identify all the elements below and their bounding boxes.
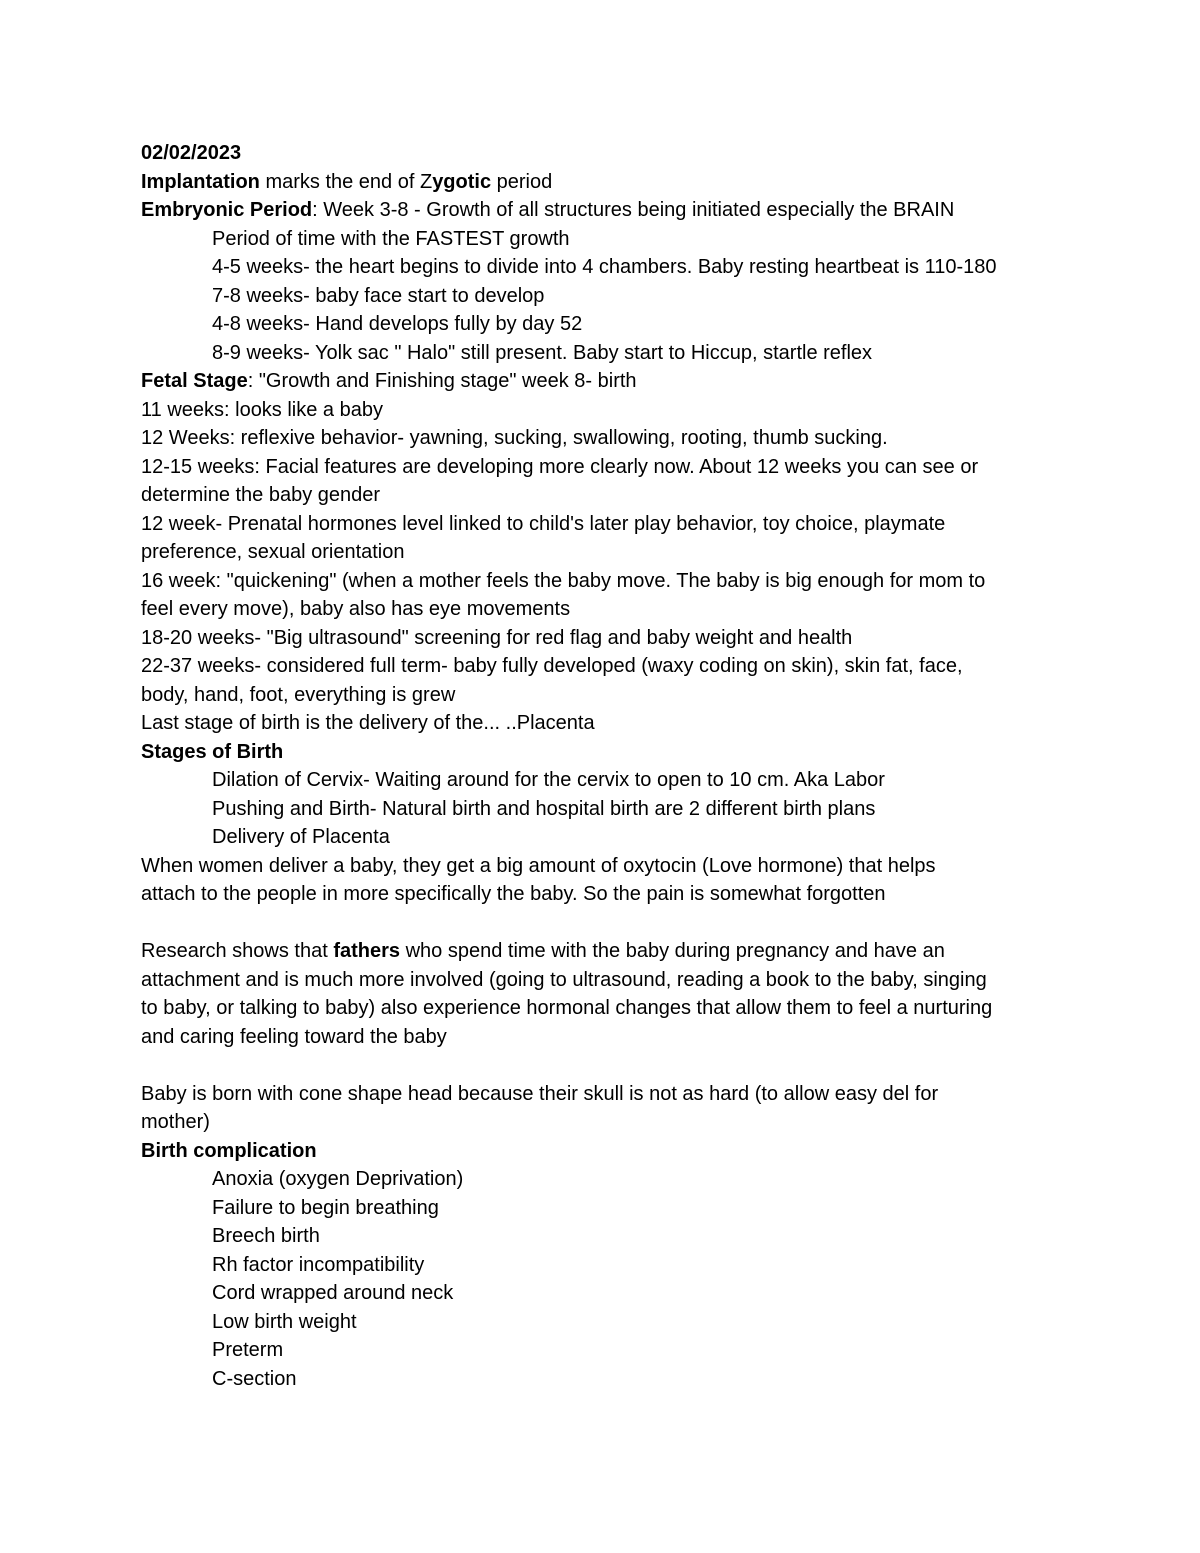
stage-item: Dilation of Cervix- Waiting around for the cervix to open to 10 cm. Aka Labor: [212, 769, 885, 791]
blank-line: [141, 909, 1081, 938]
fetal-line: 12 Weeks: reflexive behavior- yawning, sucking, swallowing, rooting, thumb sucking.: [141, 427, 888, 449]
complication-item: Breech birth: [212, 1225, 320, 1247]
fathers-term: fathers: [333, 940, 401, 962]
fetal-line: determine the baby gender: [141, 484, 381, 506]
complication-item: Anoxia (oxygen Deprivation): [212, 1168, 464, 1190]
stages-of-birth-heading: Stages of Birth: [141, 740, 284, 763]
document-body: [141, 139, 1081, 1393]
fathers-line: Research shows that fathers who spend time with the baby during pregnancy and have an: [141, 940, 945, 962]
fetal-line: 22-37 weeks- considered full term- baby fully developed (waxy coding on skin), skin fat, face,: [141, 655, 963, 677]
cone-head-line: Baby is born with cone shape head because their skull is not as hard (to allow easy del for: [141, 1082, 939, 1105]
complication-item: Cord wrapped around neck: [212, 1282, 454, 1304]
stage-item: Delivery of Placenta: [212, 826, 390, 848]
embryonic-item: 4-5 weeks- the heart begins to divide into 4 chambers. Baby resting heartbeat is 110-180: [212, 256, 997, 278]
complication-item: Rh factor incompatibility: [212, 1253, 425, 1276]
fetal-line: 12 week- Prenatal hormones level linked to child's later play behavior, toy choice, playmate: [141, 512, 946, 535]
fathers-line: to baby, or talking to baby) also experience hormonal changes that allow them to feel a nurturing: [141, 997, 993, 1019]
blank-line: [141, 1051, 1081, 1080]
complication-item: Low birth weight: [212, 1310, 357, 1333]
implantation-term: Implantation: [141, 170, 260, 193]
embryonic-item: Period of time with the FASTEST growth: [212, 227, 570, 250]
fathers-line: and caring feeling toward the baby: [141, 1025, 447, 1048]
embryonic-item: 8-9 weeks- Yolk sac " Halo" still present. Baby start to Hiccup, startle reflex: [212, 341, 873, 364]
complication-item: Failure to begin breathing: [212, 1196, 439, 1219]
fetal-line: 16 week: "quickening" (when a mother feels the baby move. The baby is big enough for mom to: [141, 569, 986, 592]
fetal-line: 11 weeks: looks like a baby: [141, 398, 383, 421]
fetal-stage-term: Fetal Stage: [141, 370, 248, 392]
complication-item: C-section: [212, 1367, 297, 1390]
fetal-line: Last stage of birth is the delivery of the... ..Placenta: [141, 712, 595, 734]
fetal-line: body, hand, foot, everything is grew: [141, 683, 456, 706]
fetal-stage-line: Fetal Stage: "Growth and Finishing stage" week 8- birth: [141, 370, 637, 392]
oxytocin-line: When women deliver a baby, they get a big amount of oxytocin (Love hormone) that helps: [141, 854, 936, 877]
complication-item: Preterm: [212, 1339, 284, 1361]
stage-item: Pushing and Birth- Natural birth and hospital birth are 2 different birth plans: [212, 797, 876, 820]
birth-complication-heading: Birth complication: [141, 1139, 317, 1162]
fathers-line: attachment and is much more involved (going to ultrasound, reading a book to the baby, singing: [141, 968, 987, 991]
embryonic-item: 7-8 weeks- baby face start to develop: [212, 284, 545, 307]
embryonic-period-line: Embryonic Period: Week 3-8 - Growth of all structures being initiated especially the BRAIN: [141, 199, 955, 221]
cone-head-line: mother): [141, 1111, 210, 1133]
date-heading: 02/02/2023: [141, 142, 242, 164]
fetal-line: preference, sexual orientation: [141, 541, 405, 563]
embryonic-item: 4-8 weeks- Hand develops fully by day 52: [212, 313, 583, 335]
oxytocin-line: attach to the people in more specifically the baby. So the pain is somewhat forgotten: [141, 883, 886, 905]
embryonic-period-term: Embryonic Period: [141, 199, 313, 221]
fetal-line: 18-20 weeks- "Big ultrasound" screening for red flag and baby weight and health: [141, 626, 853, 649]
fetal-line: 12-15 weeks: Facial features are developing more clearly now. About 12 weeks you can see or: [141, 455, 979, 478]
implantation-line: Implantation marks the end of Zygotic period: [141, 170, 553, 193]
fetal-line: feel every move), baby also has eye movements: [141, 598, 571, 620]
